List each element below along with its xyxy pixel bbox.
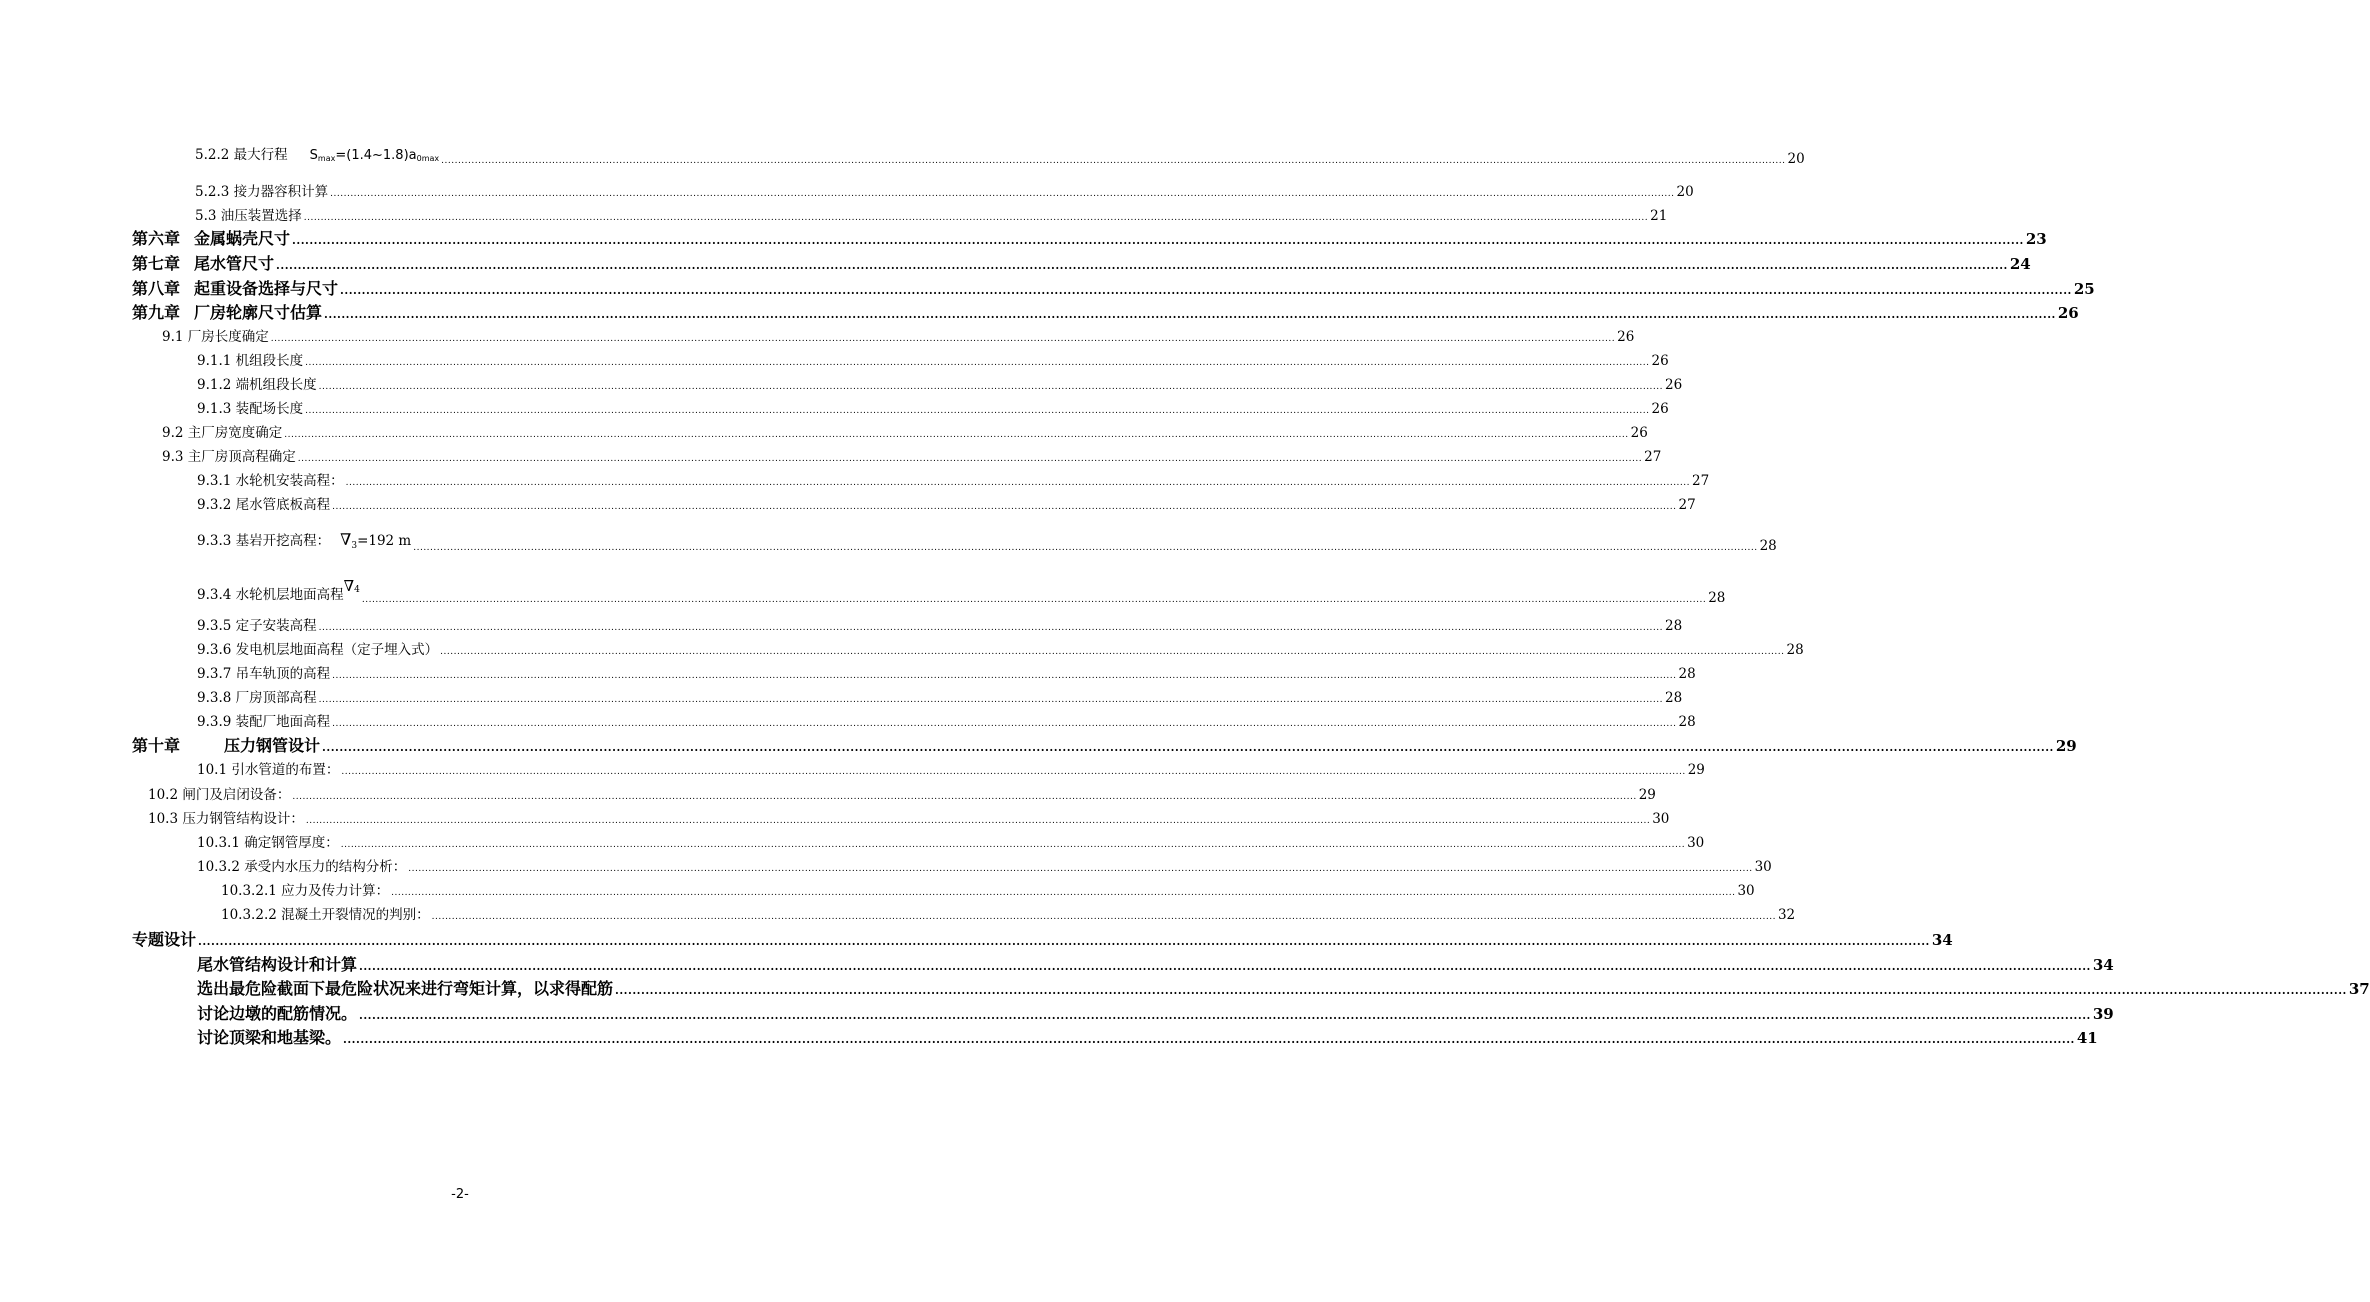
toc-entry-label: 9.3.4 水轮机层地面高程$\nabla_4$ [197,577,360,603]
toc-entry-label: 讨论边墩的配筋情况。 [197,1004,358,1023]
toc-page-number: 37 [2348,980,2370,998]
toc-entry-label: 9.1 厂房长度确定 [162,329,269,345]
dot-leader: ................................................................................................................................................................................................................................................................................................................................................................................................................ [332,719,1677,729]
toc-entry-9-3-8[interactable] [197,689,1683,707]
toc-page-number: 29 [1687,762,1705,778]
toc-entry-9-3-7[interactable] [197,665,1696,683]
dot-leader: ................................................................................................................................................................................................................................................................................................................................................................................................................ [305,816,1651,826]
dot-leader: ................................................................................................................................................................................................................................................................................................................................................................................................................ [198,935,1930,948]
toc-entry-label: 9.3.2 尾水管底板高程 [197,497,331,513]
toc-entry-label: 9.1.2 端机组段长度 [197,377,317,393]
toc-page-number: 28 [1678,714,1696,730]
dot-leader: ................................................................................................................................................................................................................................................................................................................................................................................................................ [332,671,1677,681]
toc-special-design[interactable] [132,930,1953,950]
toc-entry-5-2-2[interactable] [195,146,1805,168]
nabla-symbol: $\nabla_4$ [343,577,360,595]
toc-entry-label: 9.3.5 定子安装高程 [197,618,317,634]
toc-page-number: 24 [2009,255,2031,273]
dot-leader: ................................................................................................................................................................................................................................................................................................................................................................................................................ [305,406,1650,416]
toc-entry-10-3-1[interactable] [197,834,1705,852]
toc-page-number: 28 [1759,538,1777,554]
toc-page-number: 26 [2057,304,2079,322]
dot-leader: ................................................................................................................................................................................................................................................................................................................................................................................................................ [324,308,2056,321]
toc-special-4[interactable] [197,1028,2098,1048]
dot-leader: ................................................................................................................................................................................................................................................................................................................................................................................................................ [431,912,1776,922]
toc-page-number: 29 [1638,787,1656,803]
toc-entry-label: 9.1.1 机组段长度 [197,353,304,369]
toc-entry-label: 9.3.8 厂房顶部高程 [197,690,317,706]
toc-entry-label: 9.3.6 发电机层地面高程（定子埋入式） [197,642,439,658]
toc-entry-label: 10.3.2 承受内水压力的结构分析： [197,859,407,875]
dot-leader: ................................................................................................................................................................................................................................................................................................................................................................................................................ [391,888,1736,898]
toc-entry-label: 第八章 起重设备选择与尺寸 [132,279,339,298]
toc-entry-label: 5.2.3 接力器容积计算 [195,184,329,200]
toc-page-number: 25 [2073,280,2095,298]
stroke-formula: $S_{max}=(1.4\sim 1.8)a_{0max}$ [309,148,440,163]
toc-entry-9-3-4[interactable] [197,577,1726,607]
toc-entry-label: 第六章 金属蜗壳尺寸 [132,229,291,248]
toc-entry-9-2[interactable] [162,424,1648,442]
toc-special-3[interactable] [197,1004,2114,1024]
toc-entry-label: 第九章 厂房轮廓尺寸估算 [132,303,323,322]
toc-page-number: 27 [1644,449,1662,465]
toc-entry-label: 讨论顶梁和地基梁。 [197,1028,342,1047]
dot-leader: ................................................................................................................................................................................................................................................................................................................................................................................................................ [276,259,2008,272]
toc-page-number: 30 [1652,811,1670,827]
dot-leader: ................................................................................................................................................................................................................................................................................................................................................................................................................ [615,984,2347,997]
dot-leader: ................................................................................................................................................................................................................................................................................................................................................................................................................ [318,623,1663,633]
toc-entry-9-3-3[interactable] [197,530,1777,555]
toc-chapter-7[interactable] [132,254,2031,274]
toc-page-number: 28 [1665,618,1683,634]
toc-entry-label: 5.3 油压装置选择 [195,208,302,224]
toc-page-number: 30 [1754,859,1772,875]
toc-entry-9-1-3[interactable] [197,400,1669,418]
toc-entry-label: 选出最危险截面下最危险状况来进行弯矩计算，以求得配筋 [197,979,614,998]
dot-leader: ................................................................................................................................................................................................................................................................................................................................................................................................................ [318,695,1663,705]
toc-page-number: 29 [2055,737,2077,755]
toc-entry-label: 第七章 尾水管尺寸 [132,254,275,273]
toc-page-number: 28 [1665,690,1683,706]
toc-page-number: 28 [1708,590,1726,606]
toc-entry-label: 9.1.3 装配场长度 [197,401,304,417]
dot-leader: ................................................................................................................................................................................................................................................................................................................................................................................................................ [440,647,1785,657]
toc-page-number: 41 [2076,1029,2098,1047]
toc-entry-5-3[interactable] [195,207,1668,225]
dot-leader: ................................................................................................................................................................................................................................................................................................................................................................................................................ [413,543,1758,553]
toc-entry-label: 10.3.1 确定钢管厚度： [197,835,339,851]
toc-entry-label: 10.3 压力钢管结构设计： [148,811,304,827]
toc-entry-9-1-2[interactable] [197,376,1683,394]
toc-entry-10-1[interactable] [197,761,1705,779]
toc-page-number: 28 [1786,642,1804,658]
dot-leader: ................................................................................................................................................................................................................................................................................................................................................................................................................ [340,284,2072,297]
dot-leader: ................................................................................................................................................................................................................................................................................................................................................................................................................ [318,382,1663,392]
toc-page-number: 34 [2092,956,2114,974]
toc-page-number: 26 [1651,401,1669,417]
toc-entry-label: 10.1 引水管道的布置： [197,762,340,778]
toc-chapter-6[interactable] [132,229,2047,249]
toc-page-number: 27 [1692,473,1710,489]
toc-page-number: 39 [2092,1005,2114,1023]
toc-entry-label: 9.3.1 水轮机安装高程： [197,473,344,489]
toc-entry-10-3-2[interactable] [197,858,1772,876]
toc-entry-label: 10.3.2.1 应力及传力计算： [221,883,390,899]
toc-entry-label: 9.3.7 吊车轨顶的高程 [197,666,331,682]
toc-page-number: 30 [1687,835,1705,851]
toc-page-number: 21 [1650,208,1668,224]
toc-entry-label: 9.3.3 基岩开挖高程： $\nabla_3=192$ m [197,530,412,551]
dot-leader: ................................................................................................................................................................................................................................................................................................................................................................................................................ [292,792,1637,802]
dot-leader: ................................................................................................................................................................................................................................................................................................................................................................................................................ [332,502,1677,512]
toc-page-number: 28 [1678,666,1696,682]
dot-leader: ................................................................................................................................................................................................................................................................................................................................................................................................................ [330,189,1675,199]
dot-leader: ................................................................................................................................................................................................................................................................................................................................................................................................................ [297,454,1643,464]
dot-leader: ................................................................................................................................................................................................................................................................................................................................................................................................................ [341,767,1686,777]
dot-leader: ................................................................................................................................................................................................................................................................................................................................................................................................................ [303,213,1649,223]
toc-entry-label: 10.3.2.2 混凝土开裂情况的判别： [221,907,430,923]
toc-entry-9-3[interactable] [162,448,1662,466]
toc-chapter-8[interactable] [132,279,2095,299]
dot-leader: ................................................................................................................................................................................................................................................................................................................................................................................................................ [361,595,1707,605]
toc-entry-9-3-9[interactable] [197,713,1696,731]
toc-entry-9-3-1[interactable] [197,472,1710,490]
toc-entry-label: 10.2 闸门及启闭设备： [148,787,291,803]
toc-page-number: 26 [1651,353,1669,369]
toc-entry-10-3-2-2[interactable] [221,906,1796,924]
toc-entry-label: 9.3.9 装配厂地面高程 [197,714,331,730]
toc-entry-label: 专题设计 [132,930,197,949]
toc-page-number: 20 [1787,151,1805,167]
toc-page-number: 26 [1617,329,1635,345]
nabla-symbol: $\nabla_3$ [340,530,358,551]
dot-leader: ................................................................................................................................................................................................................................................................................................................................................................................................................ [305,358,1650,368]
toc-page-number: 26 [1665,377,1683,393]
toc-chapter-10[interactable] [132,736,2077,756]
dot-leader: ................................................................................................................................................................................................................................................................................................................................................................................................................ [359,960,2091,973]
dot-leader: ................................................................................................................................................................................................................................................................................................................................................................................................................ [284,430,1629,440]
toc-special-2[interactable] [197,979,2370,999]
toc-entry-10-2[interactable] [148,786,1656,804]
toc-entry-label: 第十章 压力钢管设计 [132,736,321,755]
toc-entry-label: 9.2 主厂房宽度确定 [162,425,283,441]
toc-page-number: 34 [1931,931,1953,949]
toc-entry-9-3-2[interactable] [197,496,1696,514]
dot-leader: ................................................................................................................................................................................................................................................................................................................................................................................................................ [345,478,1690,488]
dot-leader: ................................................................................................................................................................................................................................................................................................................................................................................................................ [292,234,2024,247]
toc-entry-9-1-1[interactable] [197,352,1669,370]
toc-page-number: 26 [1630,425,1648,441]
toc-special-1[interactable] [197,955,2114,975]
toc-entry-9-3-5[interactable] [197,617,1683,635]
toc-entry-label: 尾水管结构设计和计算 [197,955,358,974]
toc-entry-label: 5.2.2 最大行程 $S_{max}=(1.4\sim 1.8)a_{0max}$ [195,147,440,163]
dot-leader: ................................................................................................................................................................................................................................................................................................................................................................................................................ [441,156,1786,166]
toc-page-number: 23 [2025,230,2047,248]
toc-entry-5-2-3[interactable] [195,183,1694,201]
toc-entry-9-3-6[interactable] [197,641,1804,659]
dot-leader: ................................................................................................................................................................................................................................................................................................................................................................................................................ [322,741,2054,754]
dot-leader: ................................................................................................................................................................................................................................................................................................................................................................................................................ [340,840,1686,850]
dot-leader: ................................................................................................................................................................................................................................................................................................................................................................................................................ [343,1033,2075,1046]
toc-entry-10-3-2-1[interactable] [221,882,1755,900]
toc-chapter-9[interactable] [132,303,2079,323]
toc-entry-9-1[interactable] [162,328,1635,346]
toc-page-number: 30 [1737,883,1755,899]
dot-leader: ................................................................................................................................................................................................................................................................................................................................................................................................................ [408,864,1753,874]
dot-leader: ................................................................................................................................................................................................................................................................................................................................................................................................................ [270,334,1616,344]
toc-page-number: 32 [1777,907,1796,923]
toc-page-number: 27 [1678,497,1696,513]
page-number-footer: -2- [451,1187,469,1202]
dot-leader: ................................................................................................................................................................................................................................................................................................................................................................................................................ [359,1009,2091,1022]
toc-page-number: 20 [1676,184,1694,200]
toc-entry-10-3[interactable] [148,810,1670,828]
toc-entry-label: 9.3 主厂房顶高程确定 [162,449,296,465]
